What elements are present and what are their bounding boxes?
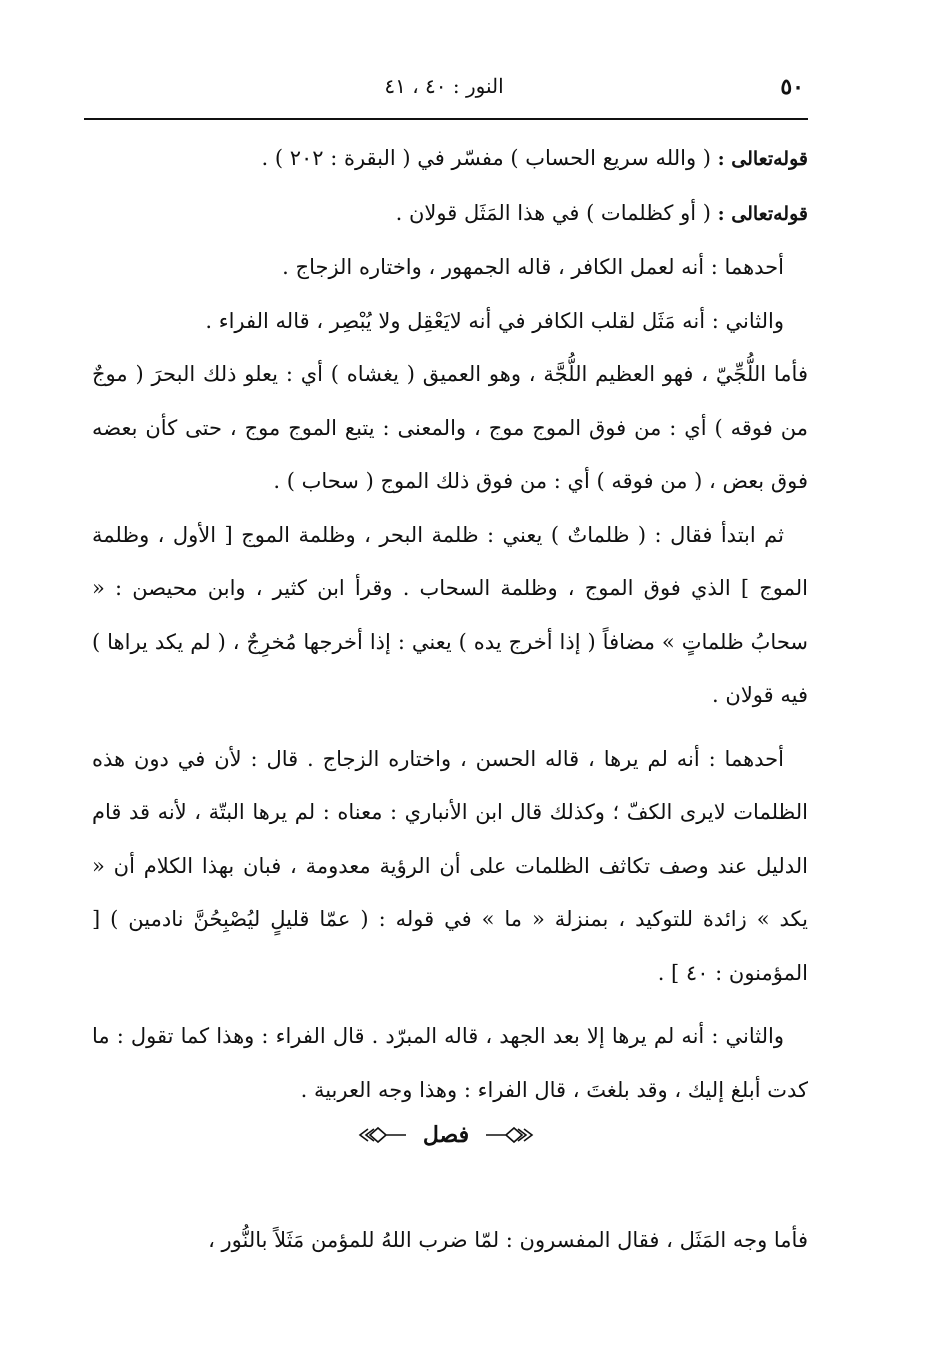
surah-reference: النور : ٤٠ ، ٤١ — [384, 74, 504, 98]
body-text — [92, 132, 808, 1117]
paragraph-4 — [92, 295, 808, 349]
section-divider — [84, 1122, 808, 1162]
paragraph-5 — [92, 348, 808, 509]
section-heading: فصل — [422, 1122, 470, 1148]
paragraph-text: فأما اللُّجِّيّ ، فهو العظيم اللُّجَّة ، وهو العميق ( يغشاه ) أي : يعلو ذلك البحرَ ( موجٌ من فوقه ) أي : من فوق الموج موج ، والمعنى : يتبع الموج موج ، حتى كأن بعضه فوق بعض ، ( من فوقه ) أي : من فوق ذلك الموج ( سحاب ) . — [92, 362, 808, 493]
paragraph-8 — [92, 1010, 808, 1117]
paragraph-text: ثم ابتدأ فقال : ( ظلماتٌ ) يعني : ظلمة البحر ، وظلمة الموج [ الأول ، وظلمة الموج ] الذي فوق الموج ، وظلمة السحاب . وقرأ ابن كثير ، وابن محيصن : « سحابُ ظلماتٍ » مضافاً ( إذا أخرج يده ) يعني : إذا أخرجها مُخرِجٌ ، ( لم يكد يراها ) فيه قولان . — [92, 522, 808, 707]
paragraph-text: أحدهما : أنه لم يرها ، قاله الحسن ، واختاره الزجاج . قال : لأن في دون هذه الظلمات لايرى الكفّ ؛ وكذلك قال ابن الأنباري : معناه : لم يرها البتّة ، لأنه قد قام الدليل عند وصف تكاثف الظلمات على أن الرؤية معدومة ، فبان بهذا الكلام أن « يكد » زائدة للتوكيد ، بمنزلة « ما » في قوله : ( عمّا قليلٍ ليُصْبِحُنَّ نادمين ) [ المؤمنون : ٤٠ ] . — [92, 746, 808, 985]
paragraph-text: أحدهما : أنه لعمل الكافر ، قاله الجمهور ، واختاره الزجاج . — [282, 255, 784, 279]
paragraph-1 — [92, 132, 808, 187]
paragraph-lead: قوله‌تعالى : — [717, 202, 808, 225]
paragraph-6 — [92, 509, 808, 723]
ornament-left-icon — [348, 1126, 408, 1144]
paragraph-3 — [92, 241, 808, 295]
paragraph-text: والثاني : أنه لم يرها إلا بعد الجهد ، قاله المبرّد . قال الفراء : وهذا كما تقول : ما كدت أبلغ إليك ، وقد بلغتَ ، قال الفراء : وهذا وجه العربية . — [92, 1024, 808, 1102]
ornament-right-icon — [484, 1126, 544, 1144]
running-head — [84, 70, 804, 110]
page-number: ٥٠ — [780, 74, 804, 100]
closing-paragraph: فأما وجه المَثَل ، فقال المفسرون : لمّا ضرب اللهُ للمؤمن مَثَلاً بالنُّور ، — [208, 1228, 808, 1252]
header-rule — [84, 118, 808, 120]
paragraph-7 — [92, 733, 808, 1001]
paragraph-text: ( والله سريع الحساب ) مفسّر في ( البقرة : ٢٠٢ ) . — [261, 146, 718, 170]
paragraph-lead: قوله‌تعالى : — [717, 148, 808, 170]
paragraph-2 — [92, 187, 808, 242]
paragraph-text: ( أو كظلمات ) في هذا المَثَل قولان . — [395, 200, 718, 225]
paragraph-text: والثاني : أنه مَثَل لقلب الكافر في أنه لايَعْقِل ولا يُبْصِر ، قاله الفراء . — [205, 308, 784, 333]
